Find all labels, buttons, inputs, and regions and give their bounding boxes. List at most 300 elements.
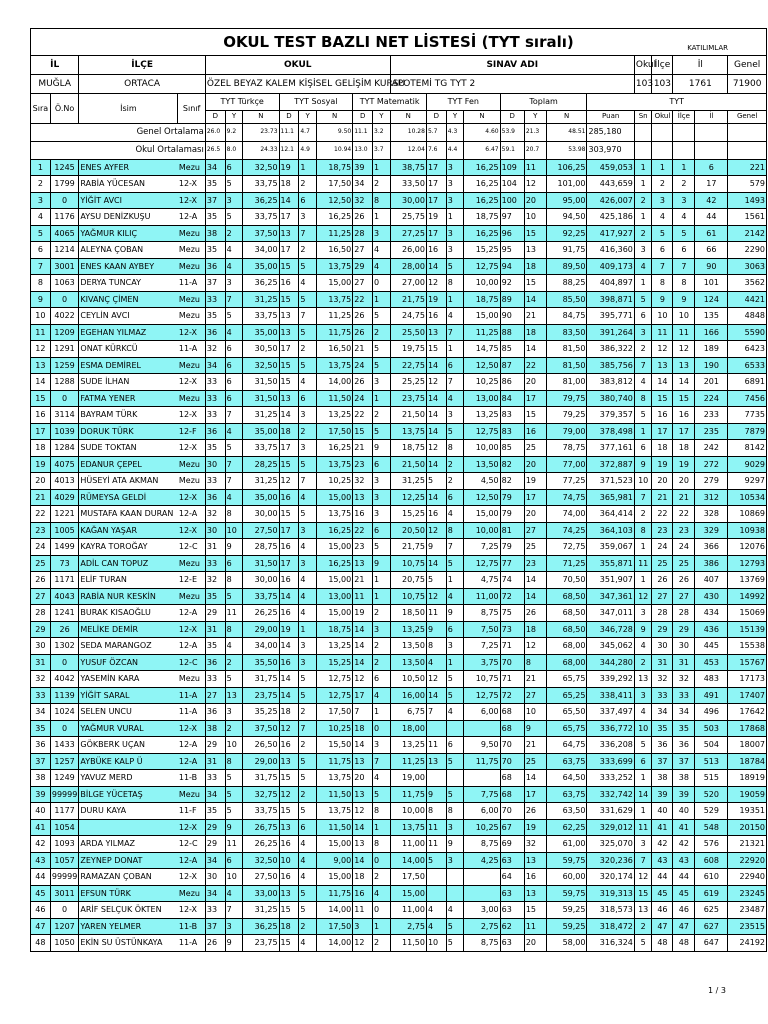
table-cell: 12,50 (316, 192, 352, 209)
table-cell: 2 (446, 473, 464, 490)
table-cell: 2 (373, 654, 391, 671)
table-cell: 1207 (50, 918, 79, 935)
table-cell: 378,498 (587, 423, 634, 440)
table-cell: 13,00 (316, 588, 352, 605)
table-cell: 34 (652, 704, 673, 721)
table-cell: 99999 (50, 786, 79, 803)
table-cell: 34 (205, 357, 225, 374)
table-cell: 17 (652, 423, 673, 440)
table-cell: 10534 (728, 489, 767, 506)
table-cell: 6,00 (464, 704, 500, 721)
table-cell (426, 720, 446, 737)
table-cell: 1 (373, 588, 391, 605)
table-cell: 6,75 (390, 704, 426, 721)
table-cell: 11 (634, 819, 652, 836)
table-cell: YASEMİN KARA (79, 671, 178, 688)
table-row (31, 852, 767, 869)
table-cell: 30 (652, 638, 673, 655)
table-cell (426, 770, 446, 787)
table-cell: 28 (652, 605, 673, 622)
table-cell: 16 (426, 308, 446, 325)
average-empty (695, 141, 728, 159)
table-cell: 59,75 (546, 852, 587, 869)
table-cell: 12-C (178, 654, 205, 671)
table-cell: 2 (634, 506, 652, 523)
table-cell: 13,75 (316, 770, 352, 787)
table-cell: 12,75 (316, 687, 352, 704)
table-cell: 33,75 (243, 308, 279, 325)
table-cell: 12-C (178, 836, 205, 853)
table-cell: 32 (205, 506, 225, 523)
table-cell: KAYRA TOROĞAY (79, 539, 178, 556)
table-cell: 22,75 (390, 357, 426, 374)
table-cell: 59,75 (546, 885, 587, 902)
table-row (31, 489, 767, 506)
table-cell: 5 (299, 291, 317, 308)
table-cell: 12-A (178, 737, 205, 754)
table-cell: 15 (524, 275, 546, 292)
table-cell: Mezu (178, 258, 205, 275)
table-cell: 20 (524, 456, 546, 473)
table-cell: 38,75 (390, 159, 426, 176)
table-cell: 18 (524, 324, 546, 341)
table-cell: 41 (673, 819, 695, 836)
table-cell: 4 (446, 390, 464, 407)
table-cell: 17,50 (316, 704, 352, 721)
table-cell: 11 (426, 819, 446, 836)
table-cell: 15 (353, 423, 373, 440)
table-cell: 15,00 (464, 308, 500, 325)
table-cell: 13 (353, 489, 373, 506)
table-cell: 14 (353, 654, 373, 671)
table-cell: 3 (299, 440, 317, 457)
table-cell: 68 (500, 720, 524, 737)
table-cell: 22 (353, 291, 373, 308)
table-cell: 11-B (178, 770, 205, 787)
table-cell: 383,812 (587, 374, 634, 391)
header-ilce: İLÇE (79, 56, 205, 75)
table-row (31, 176, 767, 193)
col-isim: İsim (79, 94, 178, 124)
table-cell: 33 (205, 407, 225, 424)
table-cell: 46 (673, 902, 695, 919)
table-cell: 329,012 (587, 819, 634, 836)
table-cell: 4 (299, 869, 317, 886)
table-cell: 416,360 (587, 242, 634, 259)
table-cell: 16 (279, 869, 299, 886)
table-cell: 94,50 (546, 209, 587, 226)
table-cell: 20 (31, 473, 51, 490)
table-cell: 15 (524, 225, 546, 242)
table-cell: 5 (299, 324, 317, 341)
table-row (31, 786, 767, 803)
table-cell: 6 (31, 242, 51, 259)
table-cell: 6 (299, 819, 317, 836)
table-cell: 12 (426, 275, 446, 292)
table-cell: 9 (225, 935, 243, 952)
table-cell: 1499 (50, 539, 79, 556)
table-cell: 26 (524, 605, 546, 622)
table-cell: Mezu (178, 308, 205, 325)
table-cell: 31,25 (243, 473, 279, 490)
average-row (31, 123, 767, 141)
table-cell (426, 869, 446, 886)
table-cell: 6 (446, 737, 464, 754)
table-cell: 6 (225, 374, 243, 391)
table-cell: 1209 (50, 324, 79, 341)
table-cell: 35 (205, 638, 225, 655)
table-cell: 18,75 (464, 291, 500, 308)
col-rank-genel: Genel (728, 110, 767, 123)
table-cell: Mezu (178, 555, 205, 572)
table-cell: 3 (446, 819, 464, 836)
table-cell: 33 (205, 291, 225, 308)
table-cell: 8 (426, 803, 446, 820)
table-cell: 4 (446, 506, 464, 523)
table-cell: 26 (50, 621, 79, 638)
table-cell: 4848 (728, 308, 767, 325)
table-cell: 16 (524, 869, 546, 886)
table-cell: 576 (695, 836, 728, 853)
table-cell: EKİN SU ÜSTÜNKAYA (79, 935, 178, 952)
table-cell: 4013 (50, 473, 79, 490)
table-cell: 44 (673, 869, 695, 886)
col-y-4: Y (446, 110, 464, 123)
table-cell: 26,25 (243, 605, 279, 622)
table-cell: 37,50 (243, 225, 279, 242)
table-cell: 20 (524, 935, 546, 952)
table-cell: 359,067 (587, 539, 634, 556)
table-cell: 14,00 (390, 852, 426, 869)
table-cell: 11,75 (316, 324, 352, 341)
table-cell: 34,00 (243, 242, 279, 259)
table-cell: 36 (31, 737, 51, 754)
table-cell: 10 (524, 704, 546, 721)
table-cell: 319,313 (587, 885, 634, 902)
average-value: 26.0 (205, 123, 225, 141)
table-cell: 70,50 (546, 572, 587, 589)
table-cell: 77,25 (546, 473, 587, 490)
table-cell: 73 (50, 555, 79, 572)
table-cell: 6 (446, 357, 464, 374)
average-value: 4.4 (446, 141, 464, 159)
table-cell: 5 (225, 588, 243, 605)
table-cell: 33 (652, 687, 673, 704)
table-cell: 4 (299, 572, 317, 589)
table-cell: 12,75 (464, 258, 500, 275)
table-cell: 3 (446, 192, 464, 209)
table-cell: 18 (279, 176, 299, 193)
table-cell: 23 (652, 522, 673, 539)
table-cell: 87 (500, 357, 524, 374)
table-cell: YUSUF ÖZCAN (79, 654, 178, 671)
table-cell: 18 (524, 258, 546, 275)
table-cell: 12076 (728, 539, 767, 556)
table-cell: 11 (31, 324, 51, 341)
table-cell: SEDA MARANGOZ (79, 638, 178, 655)
average-value: 53.98 (546, 141, 587, 159)
table-cell: RAMAZAN ÇOBAN (79, 869, 178, 886)
table-cell: 15 (524, 407, 546, 424)
table-cell: 13,25 (316, 638, 352, 655)
table-cell: 4 (446, 308, 464, 325)
table-cell: 4 (373, 687, 391, 704)
table-cell: 11 (225, 836, 243, 853)
table-cell: 3 (446, 242, 464, 259)
table-cell: 3 (299, 555, 317, 572)
table-cell: 18,00 (390, 720, 426, 737)
table-cell: 346,728 (587, 621, 634, 638)
table-cell: 5 (299, 770, 317, 787)
table-cell: 47 (673, 918, 695, 935)
table-cell: 166 (695, 324, 728, 341)
table-cell: 647 (695, 935, 728, 952)
table-cell: 14 (279, 638, 299, 655)
table-cell: 7 (673, 258, 695, 275)
table-cell: 8 (634, 390, 652, 407)
table-cell: 318,472 (587, 918, 634, 935)
table-cell: 529 (695, 803, 728, 820)
table-row (31, 654, 767, 671)
table-cell: 7 (225, 291, 243, 308)
table-cell: KIVANÇ ÇİMEN (79, 291, 178, 308)
table-cell: 27 (673, 588, 695, 605)
table-cell: 14 (426, 687, 446, 704)
table-cell: 3 (634, 687, 652, 704)
table-cell: 407 (695, 572, 728, 589)
table-cell: 27 (353, 275, 373, 292)
table-cell: 279 (695, 473, 728, 490)
average-value: 4.7 (299, 123, 317, 141)
table-cell: 11 (426, 605, 446, 622)
table-cell: 14 (279, 687, 299, 704)
table-cell: 338,411 (587, 687, 634, 704)
table-cell: 38 (31, 770, 51, 787)
table-cell: 14 (31, 374, 51, 391)
table-cell: 10 (225, 522, 243, 539)
table-cell: 5 (373, 423, 391, 440)
table-cell: 33 (205, 671, 225, 688)
table-cell: 42 (695, 192, 728, 209)
table-cell: 391,264 (587, 324, 634, 341)
table-cell: 84,75 (546, 308, 587, 325)
table-cell: 25,50 (390, 324, 426, 341)
table-cell: 36 (205, 704, 225, 721)
table-cell: 13,25 (464, 407, 500, 424)
table-cell: 3 (446, 159, 464, 176)
average-empty (652, 123, 673, 141)
table-cell: 1257 (50, 753, 79, 770)
table-cell: 17 (279, 440, 299, 457)
table-cell: 16,50 (316, 242, 352, 259)
table-cell: 17,50 (316, 918, 352, 935)
table-cell: 13,00 (464, 390, 500, 407)
table-cell: 9 (426, 786, 446, 803)
table-cell: 15538 (728, 638, 767, 655)
table-cell: 20 (673, 473, 695, 490)
average-value: 5.7 (426, 123, 446, 141)
average-value: 7.6 (426, 141, 446, 159)
table-cell: DURU KAYA (79, 803, 178, 820)
table-cell: 24 (673, 539, 695, 556)
table-cell: 20 (353, 770, 373, 787)
table-cell: 66 (695, 242, 728, 259)
table-cell: 13 (279, 390, 299, 407)
value-ilce: ORTACA (79, 75, 205, 94)
table-cell: 12-A (178, 605, 205, 622)
table-row (31, 687, 767, 704)
table-cell: 4075 (50, 456, 79, 473)
table-cell: 16 (673, 407, 695, 424)
table-cell: 1 (634, 159, 652, 176)
table-cell: 20 (524, 506, 546, 523)
table-cell: 1 (446, 291, 464, 308)
table-cell: 8 (225, 621, 243, 638)
table-cell: 17 (279, 522, 299, 539)
table-cell: 26 (652, 572, 673, 589)
table-cell: 627 (695, 918, 728, 935)
table-cell: 30 (673, 638, 695, 655)
table-cell: 21 (353, 341, 373, 358)
table-cell: 10 (426, 935, 446, 952)
table-cell: 17 (524, 390, 546, 407)
table-cell: 12 (426, 671, 446, 688)
table-cell: 11,75 (316, 753, 352, 770)
table-cell: 5 (299, 687, 317, 704)
table-cell: 5 (299, 671, 317, 688)
table-cell: 1139 (50, 687, 79, 704)
table-cell: 68 (500, 770, 524, 787)
table-cell: 6891 (728, 374, 767, 391)
table-cell: 18,75 (316, 621, 352, 638)
table-cell: 17 (31, 423, 51, 440)
table-cell: 63,75 (546, 786, 587, 803)
table-cell: 82 (500, 456, 524, 473)
table-cell: 3 (652, 192, 673, 209)
table-cell: 35 (652, 720, 673, 737)
table-cell: 79 (500, 489, 524, 506)
table-cell: 18919 (728, 770, 767, 787)
table-cell: 12,50 (464, 357, 500, 374)
table-cell: 74,25 (546, 522, 587, 539)
value-okul: ÖZEL BEYAZ KALEM KİŞİSEL GELİŞİM KURSU (205, 75, 390, 94)
table-cell: 36,25 (243, 192, 279, 209)
table-cell: 5 (634, 737, 652, 754)
table-cell: 16 (353, 506, 373, 523)
table-cell: 1259 (50, 357, 79, 374)
table-cell: 2 (673, 176, 695, 193)
table-cell: 3011 (50, 885, 79, 902)
table-cell: 14 (426, 456, 446, 473)
col-d-1: D (205, 110, 225, 123)
table-cell: 63 (500, 885, 524, 902)
value-il: MUĞLA (31, 75, 79, 94)
table-cell: 24 (31, 539, 51, 556)
table-cell: 72 (500, 588, 524, 605)
table-cell: Mezu (178, 456, 205, 473)
table-cell: 1054 (50, 819, 79, 836)
table-cell: 69 (500, 836, 524, 853)
table-cell: 12 (634, 869, 652, 886)
table-cell: 37 (673, 753, 695, 770)
table-cell: 41 (652, 819, 673, 836)
average-value: 3.7 (373, 141, 391, 159)
table-cell: 3 (634, 242, 652, 259)
table-cell: 11,50 (390, 935, 426, 952)
table-cell: 16 (279, 605, 299, 622)
header-il: İL (31, 56, 79, 75)
table-cell: 15 (524, 902, 546, 919)
table-cell: 17 (673, 423, 695, 440)
table-cell: 6 (373, 522, 391, 539)
table-cell: 38 (652, 770, 673, 787)
table-cell: 0 (50, 720, 79, 737)
table-cell: 16 (652, 407, 673, 424)
table-cell: 3001 (50, 258, 79, 275)
table-cell: 1 (634, 275, 652, 292)
table-cell: 11 (673, 324, 695, 341)
table-cell: 11-A (178, 341, 205, 358)
table-cell: 1288 (50, 374, 79, 391)
table-cell: YAĞMUR VURAL (79, 720, 178, 737)
table-cell: 11-A (178, 935, 205, 952)
table-cell: 31,75 (243, 671, 279, 688)
table-cell: 19 (652, 456, 673, 473)
table-cell: 2 (299, 423, 317, 440)
table-cell: 8 (634, 522, 652, 539)
table-cell: 3 (446, 225, 464, 242)
table-cell: 12 (426, 374, 446, 391)
table-cell: 0 (50, 654, 79, 671)
table-cell: 366 (695, 539, 728, 556)
table-cell: 17 (426, 192, 446, 209)
table-cell: 12-X (178, 522, 205, 539)
table-cell: 12 (353, 935, 373, 952)
table-cell: 34,00 (243, 638, 279, 655)
table-cell: 34 (205, 159, 225, 176)
table-cell: 83 (500, 407, 524, 424)
average-empty (634, 123, 652, 141)
table-cell: 18,75 (316, 159, 352, 176)
table-cell: 17 (279, 209, 299, 226)
table-cell: 13 (524, 852, 546, 869)
table-cell: 18 (279, 918, 299, 935)
table-cell: 1433 (50, 737, 79, 754)
table-cell: 503 (695, 720, 728, 737)
table-cell: 33 (205, 374, 225, 391)
table-cell: 26 (31, 572, 51, 589)
table-cell: 1 (673, 159, 695, 176)
table-cell: 1 (373, 918, 391, 935)
table-cell: 34 (353, 176, 373, 193)
table-cell: 21 (353, 440, 373, 457)
table-row (31, 720, 767, 737)
table-cell: 68,50 (546, 621, 587, 638)
table-cell: 13 (279, 819, 299, 836)
table-cell: 8 (225, 506, 243, 523)
table-cell: 25 (31, 555, 51, 572)
table-cell: 88 (500, 324, 524, 341)
table-cell: 1024 (50, 704, 79, 721)
table-cell: 48 (31, 935, 51, 952)
table-cell: 37 (205, 275, 225, 292)
table-cell: 5 (373, 786, 391, 803)
table-cell: 10 (225, 869, 243, 886)
table-cell: 31 (205, 539, 225, 556)
table-cell: 14,00 (316, 374, 352, 391)
table-cell: 1245 (50, 159, 79, 176)
table-cell: 7 (634, 357, 652, 374)
